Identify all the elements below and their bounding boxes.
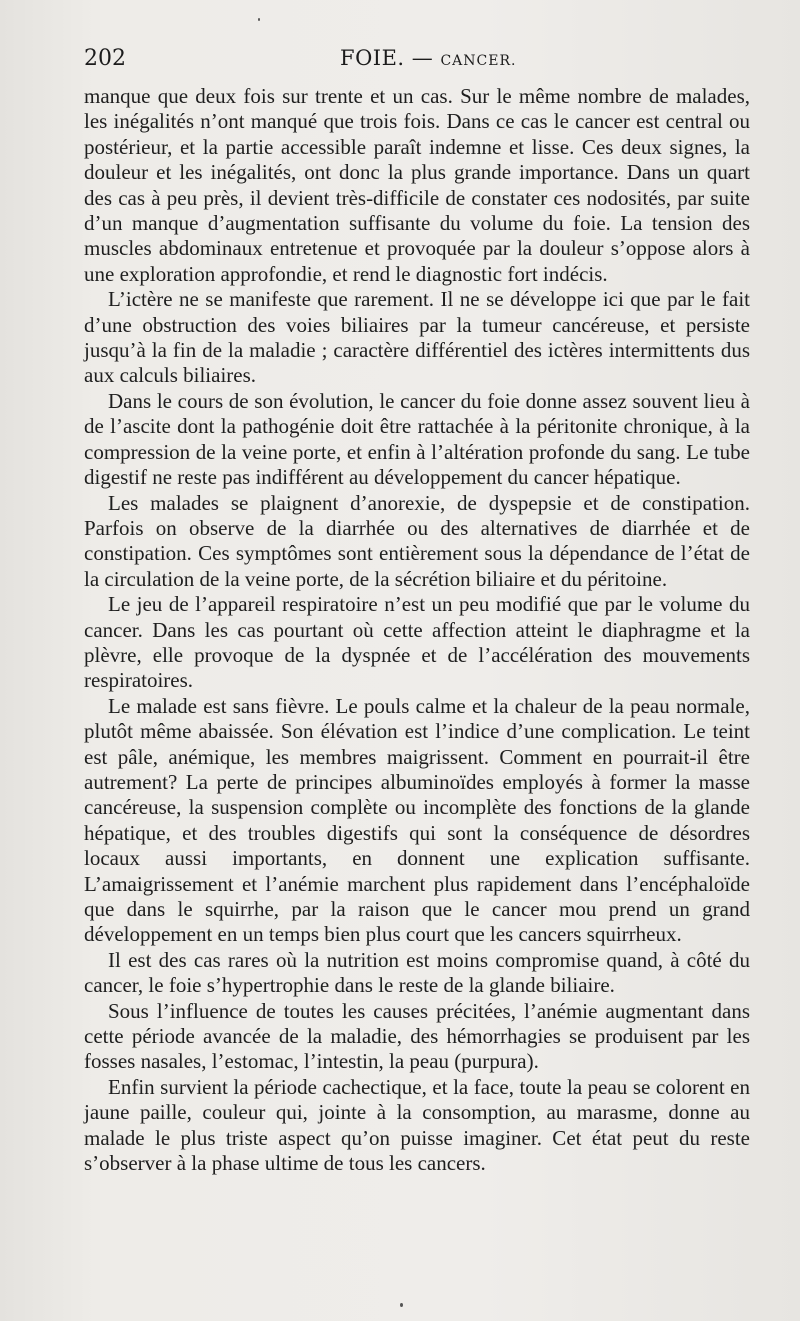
paragraph: Il est des cas rares où la nutrition est moins compromise quand, à côté du cancer, le foie s’hypertrophie dans le reste de la glande biliaire. (84, 947, 750, 998)
paragraph: Le jeu de l’appareil respiratoire n’est un peu modifié que par le volume du cancer. Dans les cas pourtant où cette affection atteint le diaphragme et la plèvre, elle provoque de la dyspnée et de l’accélération des mouvements respiratoires. (84, 592, 750, 693)
running-head-title (340, 46, 516, 70)
print-speck (258, 18, 260, 21)
paragraph: Le malade est sans fièvre. Le pouls calme et la chaleur de la peau normale, plutôt même abaissée. Son élévation est l’indice d’une complication. Le teint est pâle, anémique, les membres maigrissent. Comment en pourrait-il être autrement? La perte de principes albuminoïdes employés à former la masse cancéreuse, la suspension complète ou incomplète des fonctions de la glande hépatique, et des troubles digestifs qui sont la conséquence de désordres locaux aussi importants, en donnent une explication suffisante. L’amaigrissement et l’anémie marchent plus rapidement dans l’encéphaloïde que dans le squirrhe, par la raison que le cancer mou prend un grand développement en un temps bien plus court que les cancers squirrheux. (84, 693, 750, 947)
page-number: 202 (84, 46, 126, 71)
body-text (84, 84, 750, 1176)
paragraph: Dans le cours de son évolution, le cancer du foie donne assez souvent lieu à de l’ascite dont la pathogénie doit être rattachée à la péritonite chronique, à la compression de la veine porte, et enfin à l’altération profonde du sang. Le tube digestif ne reste pas indifférent au développement du cancer hépatique. (84, 388, 750, 490)
paragraph-continued: manque que deux fois sur trente et un cas. Sur le même nombre de malades, les inégalités n’ont manqué que trois fois. Dans ce cas le cancer est central ou postérieur, et la partie accessible paraît indemne et lisse. Ces deux signes, la douleur et les inégalités, ont donc la plus grande importance. Dans un quart des cas à peu près, il devient très-difficile de constater ces nodosités, par suite d’un manque d’augmentation suffisante du volume du foie. La tension des muscles abdominaux entretenue et provoquée par la douleur s’oppose alors à une exploration approfondie, et rend le diagnostic fort indécis. (84, 84, 750, 286)
head-title-sub: CANCER. (440, 53, 517, 69)
head-title-main: FOIE. (340, 46, 405, 70)
paragraph: L’ictère ne se manifeste que rarement. Il ne se développe ici que par le fait d’une obstruction des voies biliaires par la tumeur cancéreuse, et persiste jusqu’à la fin de la maladie ; caractère différentiel des ictères intermittents dus aux calculs biliaires. (84, 287, 750, 388)
running-head (84, 46, 750, 76)
paragraph: Sous l’influence de toutes les causes précitées, l’anémie augmentant dans cette période avancée de la maladie, des hémorrhagies se produisent par les fosses nasales, l’estomac, l’intestin, la peau (purpura). (84, 998, 750, 1074)
head-title-dash: — (404, 46, 441, 70)
print-speck (400, 1303, 403, 1307)
paragraph: Enfin survient la période cachectique, et la face, toute la peau se colorent en jaune paille, couleur qui, jointe à la consomption, au marasme, donne au malade le plus triste aspect qu’on puisse imaginer. Cet état peut du reste s’observer à la phase ultime de tous les cancers. (84, 1074, 750, 1176)
paragraph: Les malades se plaignent d’anorexie, de dyspepsie et de constipation. Parfois on observe de la diarrhée ou des alternatives de diarrhée et de constipation. Ces symptômes sont entièrement sous la dépendance de l’état de la circulation de la veine porte, de la sécrétion biliaire et du péritoine. (84, 490, 750, 591)
